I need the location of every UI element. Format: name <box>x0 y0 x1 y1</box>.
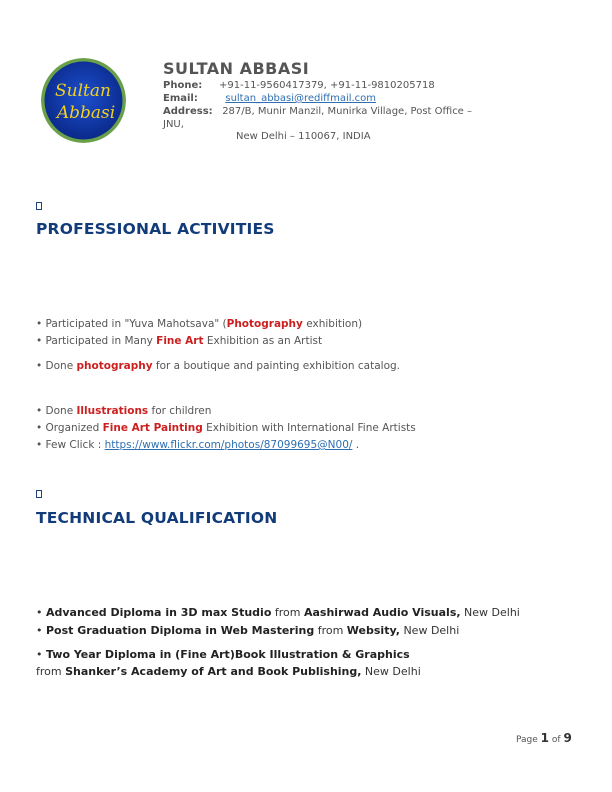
address-label: Address: <box>163 106 213 117</box>
technical-qualification-title: TECHNICAL QUALIFICATION <box>36 509 278 527</box>
section-bullet-icon <box>36 202 42 210</box>
logo-text-2: Abbasi <box>56 103 116 123</box>
list-item: • Advanced Diploma in 3D max Studio from Aashirwad Audio Visuals, New Delhi <box>36 606 520 619</box>
professional-activities-title: PROFESSIONAL ACTIVITIES <box>36 220 275 238</box>
address-line1: 287/B, Munir Manzil, Munirka Village, Post Office – <box>222 106 473 117</box>
logo-text-1: Sultan <box>55 81 111 101</box>
list-item: • Participated in "Yuva Mahotsava" (Photography exhibition) <box>36 318 363 330</box>
candidate-name: SULTAN ABBASI <box>163 59 310 78</box>
address-line2: JNU, <box>163 119 184 130</box>
list-item: • Two Year Diploma in (Fine Art)Book Illustration & Graphics <box>36 648 410 661</box>
email-row <box>163 92 376 105</box>
list-item: • Organized Fine Art Painting Exhibition with International Fine Artists <box>36 422 416 434</box>
list-item: • Few Click : https://www.flickr.com/photos/87099695@N00/ . <box>36 439 360 451</box>
list-item: • Done photography for a boutique and painting exhibition catalog. <box>36 360 400 372</box>
email-label: Email: <box>163 93 198 104</box>
logo <box>41 58 126 143</box>
phone-value: +91-11-9560417379, +91-11-9810205718 <box>219 80 435 91</box>
list-item: • Post Graduation Diploma in Web Mastering from Websity, New Delhi <box>36 624 460 637</box>
phone-label: Phone: <box>163 80 203 91</box>
list-item: • Done Illustrations for children <box>36 405 212 417</box>
list-item: • Participated in Many Fine Art Exhibition as an Artist <box>36 335 323 347</box>
address-line3: New Delhi – 110067, INDIA <box>236 131 371 142</box>
address-row <box>163 105 472 118</box>
email-link[interactable]: sultan_abbasi@rediffmail.com <box>225 93 377 104</box>
phone-row <box>163 79 435 92</box>
list-item: from Shanker’s Academy of Art and Book Publishing, New Delhi <box>36 665 421 678</box>
flickr-link[interactable]: https://www.flickr.com/photos/87099695@N00/ <box>104 439 353 451</box>
section-bullet-icon <box>36 490 42 498</box>
page-number: Page 1 of 9 <box>516 731 572 745</box>
